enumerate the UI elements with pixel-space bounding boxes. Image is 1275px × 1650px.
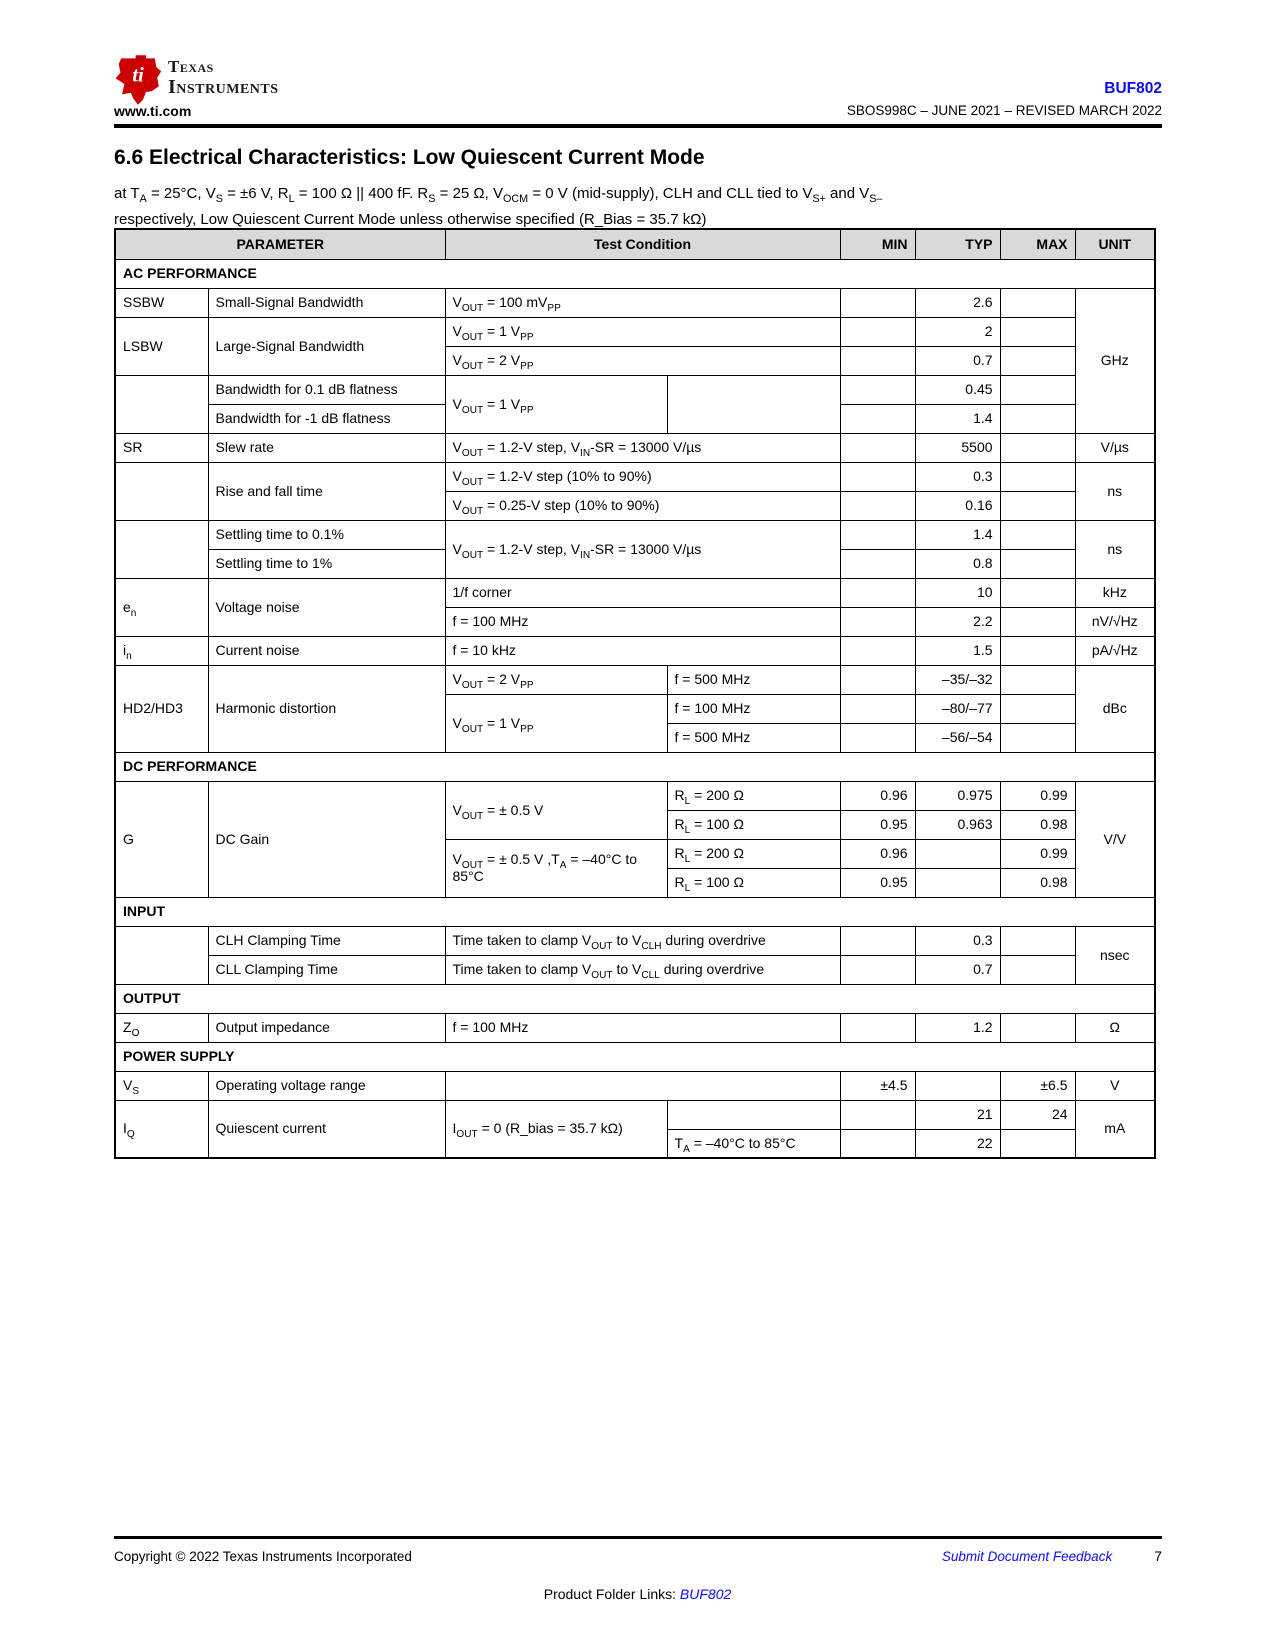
cell-max [1000, 578, 1075, 607]
cell-max: 0.99 [1000, 781, 1075, 810]
cell-unit: V [1075, 1071, 1155, 1100]
electrical-characteristics-table [114, 228, 1156, 1159]
cell-max [1000, 549, 1075, 578]
intro-line-2: respectively, Low Quiescent Current Mode unless otherwise specified (R_Bias = 35.7 kΩ) [114, 211, 707, 228]
cell-sym: $I_Q$ [115, 1100, 208, 1158]
cell-cond: f = 100 MHz [445, 1013, 840, 1042]
cell-max [1000, 404, 1075, 433]
svg-text:ti: ti [132, 63, 144, 87]
cell-max [1000, 926, 1075, 955]
cell-min [840, 723, 915, 752]
cell-min [840, 1013, 915, 1042]
cell-min: 0.95 [840, 810, 915, 839]
col-header-unit: UNIT [1075, 229, 1155, 259]
cell-typ: 0.3 [915, 462, 1000, 491]
intro-line-1: at $T_A = 25^\circ C$, $V_S = \pm 6$ V, $R_L = 100$ Ω || 400 fF. $R_S = 25$ Ω, $V_{OCM} = 0$ V (mid-supply), CLH and CLL tied to $V_{S+}$ and $V_{S-}$ [114, 185, 883, 205]
ti-wordmark-line1: Texas [168, 57, 214, 76]
cell-min [840, 636, 915, 665]
col-header-max: MAX [1000, 229, 1075, 259]
cell-typ [915, 868, 1000, 897]
cell-typ: 2.2 [915, 607, 1000, 636]
cell-sym: $e_n$ [115, 578, 208, 636]
header-rule [114, 124, 1162, 128]
col-header-condition: Test Condition [445, 229, 840, 259]
cell-min [840, 1100, 915, 1129]
ti-wordmark-line2: Instruments [168, 76, 279, 98]
cell-min: 0.95 [840, 868, 915, 897]
cell-max [1000, 491, 1075, 520]
cell-typ: 0.45 [915, 375, 1000, 404]
cell-typ: 1.2 [915, 1013, 1000, 1042]
cell-min [840, 317, 915, 346]
cell-unit: ns [1075, 520, 1155, 578]
cell-param: Bandwidth for -1 dB flatness [208, 404, 445, 433]
cell-param: Rise and fall time [208, 462, 445, 520]
cell-typ: –56/–54 [915, 723, 1000, 752]
section-title: 6.6 Electrical Characteristics: Low Quiescent Current Mode [114, 146, 705, 169]
table-header-row [115, 229, 1155, 259]
col-header-parameter: PARAMETER [115, 229, 445, 259]
cell-min [840, 491, 915, 520]
section-label: INPUT [115, 897, 1155, 926]
cell-cond: $V_{OUT} = 2$ $V_{PP}$ [445, 346, 840, 375]
cell-min [840, 665, 915, 694]
cell-typ: 0.8 [915, 549, 1000, 578]
ti-logo [114, 54, 279, 106]
col-header-typ: TYP [915, 229, 1000, 259]
table-row [115, 781, 1155, 810]
cell-typ: 2 [915, 317, 1000, 346]
table-body [115, 259, 1155, 1158]
cell-param: Small-Signal Bandwidth [208, 288, 445, 317]
cell-unit: mA [1075, 1100, 1155, 1158]
section-row [115, 984, 1155, 1013]
cell-min [840, 288, 915, 317]
ti-bug-icon [114, 54, 162, 106]
cell-typ: 0.3 [915, 926, 1000, 955]
cell-max [1000, 288, 1075, 317]
cell-cond: $V_{OUT} = 1$ $V_{PP}$ [445, 317, 840, 346]
cell-min [840, 955, 915, 984]
cell-cond: f = 100 MHz [667, 694, 840, 723]
cell-max [1000, 346, 1075, 375]
cell-min: 0.96 [840, 839, 915, 868]
part-number-link[interactable]: BUF802 [1104, 80, 1162, 97]
cell-typ: 2.6 [915, 288, 1000, 317]
cell-min [840, 375, 915, 404]
cell-min [840, 1129, 915, 1158]
cell-min: ±4.5 [840, 1071, 915, 1100]
section-label: POWER SUPPLY [115, 1042, 1155, 1071]
cell-max: ±6.5 [1000, 1071, 1075, 1100]
table-row [115, 955, 1155, 984]
cell-max: 24 [1000, 1100, 1075, 1129]
table-row [115, 317, 1155, 346]
cell-max: 0.99 [1000, 839, 1075, 868]
doc-revision-info: SBOS998C – JUNE 2021 – REVISED MARCH 2022 [846, 103, 1162, 118]
cell-typ [915, 1071, 1000, 1100]
cell-min [840, 694, 915, 723]
cell-min [840, 549, 915, 578]
table-row [115, 288, 1155, 317]
cell-max: 0.98 [1000, 868, 1075, 897]
table-row [115, 636, 1155, 665]
cell-sym: HD2/HD3 [115, 665, 208, 752]
cell-sym: LSBW [115, 317, 208, 375]
cell-max [1000, 607, 1075, 636]
footer-rule [114, 1536, 1162, 1539]
cell-typ: 22 [915, 1129, 1000, 1158]
cell-param: Voltage noise [208, 578, 445, 636]
cell-param: CLL Clamping Time [208, 955, 445, 984]
cell-typ: 1.4 [915, 404, 1000, 433]
cell-typ: 10 [915, 578, 1000, 607]
table-row [115, 1013, 1155, 1042]
cell-typ: 21 [915, 1100, 1000, 1129]
product-folder-line [0, 1586, 1275, 1602]
cell-min [840, 462, 915, 491]
cell-max [1000, 636, 1075, 665]
cell-unit: V/V [1075, 781, 1155, 897]
col-header-min: MIN [840, 229, 915, 259]
cell-sym: $i_n$ [115, 636, 208, 665]
cell-cond: $V_{OUT} = 1.2-V$ step, $V_{IN}-SR = 13000$ V/µs [445, 433, 840, 462]
cell-unit: Ω [1075, 1013, 1155, 1042]
cell-cond: $R_L = 200$ Ω [667, 781, 840, 810]
cell-unit: ns [1075, 462, 1155, 520]
submit-feedback-link[interactable]: Submit Document Feedback [941, 1549, 1113, 1564]
cell-param: Quiescent current [208, 1100, 445, 1158]
cell-typ: 0.975 [915, 781, 1000, 810]
cell-sym: SR [115, 433, 208, 462]
cell-typ: 0.963 [915, 810, 1000, 839]
cell-max [1000, 462, 1075, 491]
cell-param: Settling time to 1% [208, 549, 445, 578]
cell-max [1000, 1013, 1075, 1042]
cell-cond: $R_L = 100$ Ω [667, 868, 840, 897]
cell-min: 0.96 [840, 781, 915, 810]
cell-cond: f = 100 MHz [445, 607, 840, 636]
section-label: OUTPUT [115, 984, 1155, 1013]
table-row [115, 462, 1155, 491]
test-conditions-intro [114, 181, 1164, 233]
cell-unit: V/µs [1075, 433, 1155, 462]
cell-cond: $V_{OUT} = 1$ $V_{PP}$ [445, 694, 667, 752]
cell-typ: 0.16 [915, 491, 1000, 520]
cell-max [1000, 723, 1075, 752]
cell-param: Output impedance [208, 1013, 445, 1042]
page-number: 7 [1154, 1548, 1162, 1564]
cell-unit: dBc [1075, 665, 1155, 752]
section-label: DC PERFORMANCE [115, 752, 1155, 781]
table-row [115, 578, 1155, 607]
cell-min [840, 578, 915, 607]
cell-cond [667, 1100, 840, 1129]
cell-max [1000, 665, 1075, 694]
cell-sym [115, 462, 208, 520]
cell-cond: $R_L = 200$ Ω [667, 839, 840, 868]
cell-unit: nV/√Hz [1075, 607, 1155, 636]
cell-min [840, 926, 915, 955]
website-link[interactable]: www.ti.com [114, 103, 192, 119]
cell-cond: Time taken to clamp $V_{OUT}$ to $V_{CLL}$ during overdrive [445, 955, 840, 984]
cell-cond: $T_A = -40^\circ C$ to 85°C [667, 1129, 840, 1158]
cell-cond: $V_{OUT} = 1$ $V_{PP}$ [445, 375, 667, 433]
cell-max [1000, 520, 1075, 549]
product-folder-link[interactable]: BUF802 [679, 1586, 732, 1602]
table-row [115, 375, 1155, 404]
cell-unit: nsec [1075, 926, 1155, 984]
cell-param: Slew rate [208, 433, 445, 462]
cell-typ: 0.7 [915, 346, 1000, 375]
cell-min [840, 404, 915, 433]
cell-max: 0.98 [1000, 810, 1075, 839]
table-row [115, 665, 1155, 694]
section-row [115, 897, 1155, 926]
cell-cond: f = 500 MHz [667, 723, 840, 752]
cell-cond: $V_{OUT} = 2$ $V_{PP}$ [445, 665, 667, 694]
cell-unit: GHz [1075, 288, 1155, 433]
section-row [115, 259, 1155, 288]
cell-min [840, 433, 915, 462]
cell-max [1000, 375, 1075, 404]
table-row [115, 1071, 1155, 1100]
cell-typ: 1.5 [915, 636, 1000, 665]
cell-param: Current noise [208, 636, 445, 665]
cell-cond: $V_{OUT} = 1.2-V$ step, $V_{IN}-SR = 13000$ V/µs [445, 520, 840, 578]
cell-max [1000, 1129, 1075, 1158]
cell-cond: Time taken to clamp $V_{OUT}$ to $V_{CLH}$ during overdrive [445, 926, 840, 955]
cell-param: Harmonic distortion [208, 665, 445, 752]
cell-max [1000, 317, 1075, 346]
cell-typ [915, 839, 1000, 868]
cell-param: Large-Signal Bandwidth [208, 317, 445, 375]
footer-row [114, 1548, 1162, 1564]
cell-min [840, 607, 915, 636]
cell-cond: $R_L = 100$ Ω [667, 810, 840, 839]
cell-cond: $I_{OUT} = 0$ (R_bias = 35.7 kΩ) [445, 1100, 667, 1158]
ti-wordmark [168, 58, 279, 97]
section-label: AC PERFORMANCE [115, 259, 1155, 288]
cell-cond: $V_{OUT} = 100$ $mV_{PP}$ [445, 288, 840, 317]
table-row [115, 1100, 1155, 1129]
cell-cond [667, 375, 840, 433]
cell-sym: $V_S$ [115, 1071, 208, 1100]
cell-typ: –80/–77 [915, 694, 1000, 723]
cell-param: Bandwidth for 0.1 dB flatness [208, 375, 445, 404]
cell-cond: $V_{OUT} = 1.2-V$ step (10% to 90%) [445, 462, 840, 491]
cell-param: CLH Clamping Time [208, 926, 445, 955]
cell-sym: $Z_O$ [115, 1013, 208, 1042]
cell-sym [115, 926, 208, 984]
cell-param: Settling time to 0.1% [208, 520, 445, 549]
cell-min [840, 346, 915, 375]
table-row [115, 433, 1155, 462]
cell-param: Operating voltage range [208, 1071, 445, 1100]
cell-cond: $V_{OUT}$ = ± 0.5 V [445, 781, 667, 839]
cell-typ: 1.4 [915, 520, 1000, 549]
cell-cond: f = 10 kHz [445, 636, 840, 665]
cell-min [840, 520, 915, 549]
cell-unit: kHz [1075, 578, 1155, 607]
cell-typ: 0.7 [915, 955, 1000, 984]
cell-sym: SSBW [115, 288, 208, 317]
cell-sym [115, 520, 208, 578]
cell-cond [445, 1071, 840, 1100]
product-folder-prefix: Product Folder Links: [543, 1586, 680, 1602]
cell-max [1000, 955, 1075, 984]
table-row [115, 520, 1155, 549]
cell-cond: $V_{OUT}$ = ± 0.5 V $,T_A = -40^\circ C$ to 85°C [445, 839, 667, 897]
table-row [115, 926, 1155, 955]
section-row [115, 752, 1155, 781]
cell-cond: 1/f corner [445, 578, 840, 607]
cell-typ: –35/–32 [915, 665, 1000, 694]
section-row [115, 1042, 1155, 1071]
cell-typ: 5500 [915, 433, 1000, 462]
cell-unit: pA/√Hz [1075, 636, 1155, 665]
cell-max [1000, 433, 1075, 462]
copyright-text: Copyright © 2022 Texas Instruments Incorporated [114, 1549, 412, 1564]
cell-cond: $V_{OUT} = 0.25-V$ step (10% to 90%) [445, 491, 840, 520]
cell-max [1000, 694, 1075, 723]
cell-cond: f = 500 MHz [667, 665, 840, 694]
cell-sym [115, 375, 208, 433]
cell-sym: G [115, 781, 208, 897]
cell-param: DC Gain [208, 781, 445, 897]
